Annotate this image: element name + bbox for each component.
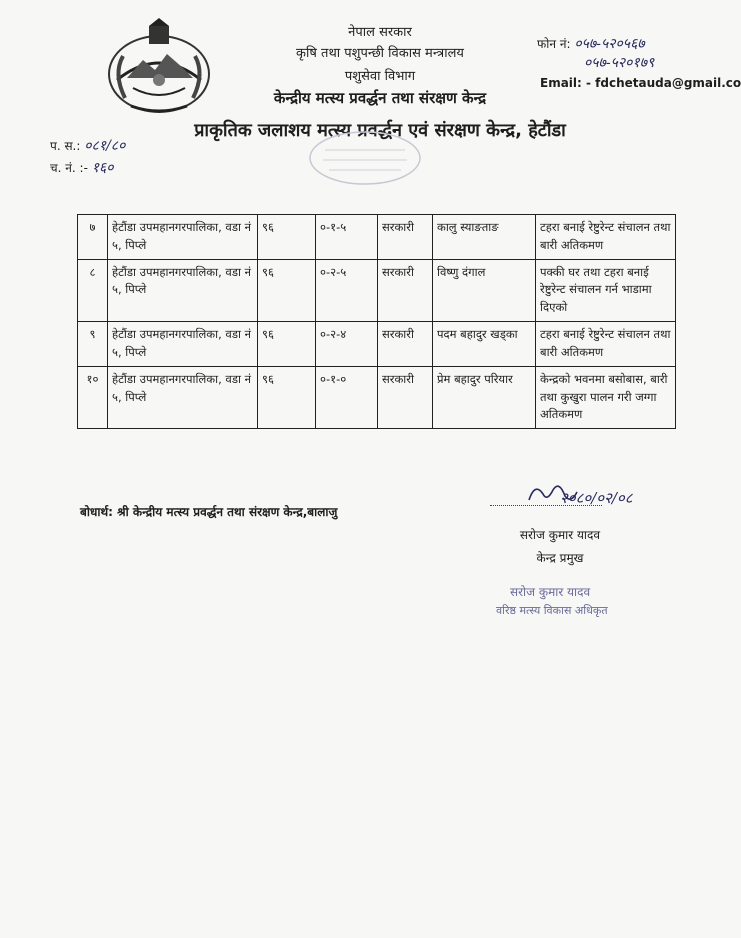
table-row (78, 215, 676, 260)
cell-name: पदम बहादुर खड्का (433, 322, 536, 367)
cell-plot: ९६ (258, 259, 316, 321)
cell-remarks: टहरा बनाई रेष्टुरेन्ट संचालन तथा बारी अतिकमण (536, 215, 676, 260)
dispatch-number (50, 158, 114, 177)
cell-sn: ८ (78, 259, 108, 321)
office-name: प्राकृतिक जलाशय मत्स्य प्रवर्द्धन एवं संरक्षण केन्द्र, हेटौंडा (194, 120, 566, 141)
cell-plot: ९६ (258, 215, 316, 260)
faint-stamp-icon (305, 128, 425, 188)
cell-area: ०-१-५ (316, 215, 378, 260)
cell-name: कालु स्याङताङ (433, 215, 536, 260)
email-address: Email: - fdchetauda@gmail.co (540, 76, 741, 90)
cell-remarks: पक्की घर तथा टहरा बनाई रेष्टुरेन्ट संचालन गर्न भाडामा दिएको (536, 259, 676, 321)
cell-remarks: केन्द्रको भवनमा बसोबास, बारी तथा कुखुरा पालन गरी जग्गा अतिकमण (536, 366, 676, 428)
cell-location: हेटौंडा उपमहानगरपालिका, वडा नं ५, पिप्ले (108, 259, 258, 321)
dispatch-value: १६० (91, 160, 114, 176)
cell-type: सरकारी (378, 322, 433, 367)
phone-label: फोन नं: (537, 37, 571, 51)
signer-name: सरोज कुमार यादव (519, 528, 601, 542)
cell-type: सरकारी (378, 366, 433, 428)
table-body (78, 215, 676, 429)
signer-title: केन्द्र प्रमुख (536, 551, 584, 565)
cell-plot: ९६ (258, 322, 316, 367)
table-row (78, 366, 676, 428)
cell-type: सरकारी (378, 215, 433, 260)
table-row (78, 259, 676, 321)
cell-area: ०-२-४ (316, 322, 378, 367)
seal-name: सरोज कुमार यादव (510, 585, 591, 599)
cell-sn: १० (78, 366, 108, 428)
cell-location: हेटौंडा उपमहानगरपालिका, वडा नं ५, पिप्ले (108, 366, 258, 428)
government-label: नेपाल सरकार (348, 25, 412, 40)
ref-label: प. स.: (50, 139, 81, 153)
dispatch-label: च. नं. :- (50, 161, 88, 175)
nepal-emblem-icon (103, 18, 215, 116)
cell-area: ०-२-५ (316, 259, 378, 321)
ministry-label: कृषि तथा पशुपन्छी विकास मन्त्रालय (296, 46, 464, 61)
cc-note: बोधार्थ: श्री केन्द्रीय मत्स्य प्रवर्द्धन तथा संरक्षण केन्द्र,बालाजु (80, 505, 338, 519)
cell-location: हेटौंडा उपमहानगरपालिका, वडा नं ५, पिप्ले (108, 322, 258, 367)
cell-area: ०-१-० (316, 366, 378, 428)
cell-plot: ९६ (258, 366, 316, 428)
table-row (78, 322, 676, 367)
seal-title: वरिष्ठ मत्स्य विकास अधिकृत (496, 604, 608, 617)
cell-name: प्रेम बहादुर परियार (433, 366, 536, 428)
department-label: पशुसेवा विभाग (344, 69, 416, 84)
ref-value: ०८१/८० (84, 138, 126, 154)
cell-type: सरकारी (378, 259, 433, 321)
cell-remarks: टहरा बनाई रेष्टुरेन्ट संचालन तथा बारी अतिकमण (536, 322, 676, 367)
encroachment-table (77, 214, 676, 429)
signature-date: २०८०/०२/०८ (560, 489, 633, 507)
cell-sn: ७ (78, 215, 108, 260)
phone-number-1: ०५७-५२०५६७ (574, 36, 645, 52)
reference-number (50, 136, 125, 155)
center-name: केन्द्रीय मत्स्य प्रवर्द्धन तथा संरक्षण केन्द्र (273, 89, 487, 107)
cell-location: हेटौंडा उपमहानगरपालिका, वडा नं ५, पिप्ले (108, 215, 258, 260)
signature-line (490, 505, 602, 506)
cell-sn: ९ (78, 322, 108, 367)
phone-number-2: ०५७-५२०१७९ (584, 55, 655, 71)
cell-name: विष्णु दंगाल (433, 259, 536, 321)
phone-line (537, 34, 645, 53)
